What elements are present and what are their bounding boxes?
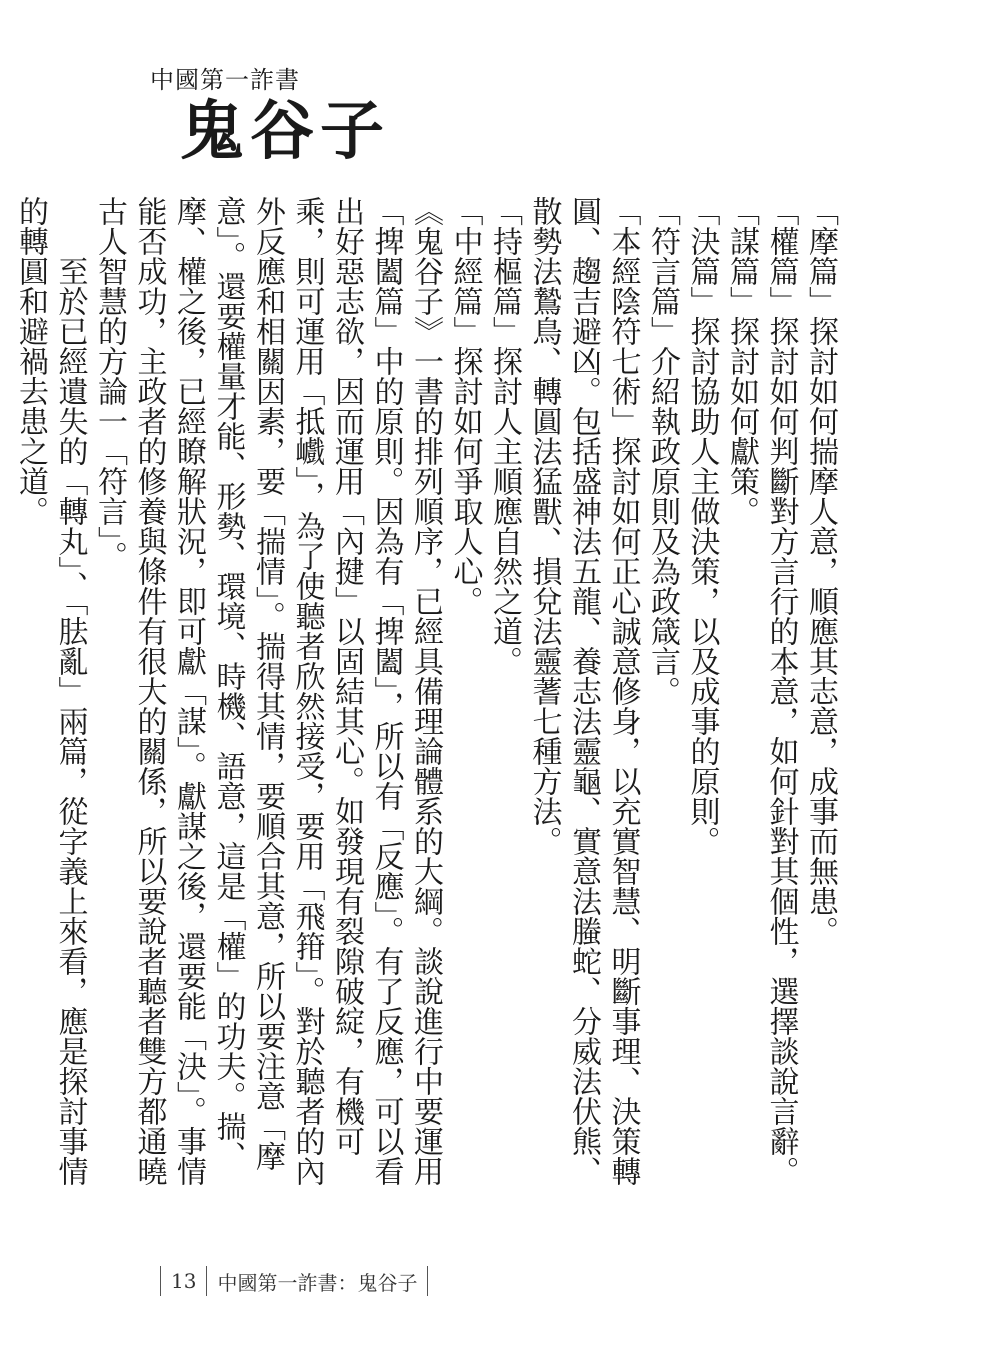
paragraph-quan: 「權篇」探討如何判斷對方言行的本意，如何針對其個性，選擇談說言辭。 (763, 196, 799, 1186)
body-text (11, 196, 841, 1196)
paragraph-mou: 「謀篇」探討如何獻策。 (724, 196, 759, 526)
paragraph-fuyan: 「符言篇」介紹執政原則及為政箴言。 (645, 196, 680, 706)
page-footer (150, 1264, 438, 1298)
book-subtitle: 中國第一詐書 (150, 66, 300, 94)
page-number: 13 (171, 1269, 197, 1293)
paragraph-jue: 「決篇」探討協助人主做決策，以及成事的原則。 (684, 196, 720, 856)
paragraph-outline: 《鬼谷子》一書的排列順序，已經具備理論體系的大綱。談說進行中要運用「捭闔篇」中的原則。因為有「捭闔」，所以有「反應」。有了反應，可以看出好惡志欲，因而運用「內揵」以固結其心。如發現有裂隙破綻，有機可乘，則可運用「抵巇」，為了使聽者欣然接受，要用「飛箝」。對於聽者的內外反應和相關因素，要「揣情」。揣得其情，要順合其意，所以要注意「摩意」。還要權量才能、形勢、環境、時機、語意，這是「權」的功夫。揣、摩、權之後，已經瞭解狀況，即可獻「謀」。獻謀之後，還要能「決」。事情能否成功，主政者的修養與條件有很大的關係，所以要說者聽者雙方都通曉古人智慧的方論一「符言」。 (92, 196, 443, 1186)
footer-divider (206, 1266, 207, 1296)
paragraph-mo: 「摩篇」探討如何揣摩人意，順應其志意，成事而無患。 (803, 196, 838, 946)
paragraph-chishu: 「持樞篇」探討人主順應自然之道。 (487, 196, 522, 676)
paragraph-lost-chapters: 至於已經遺失的「轉丸」、「胠亂」兩篇，從字義上來看，應是探討事情的轉圓和避禍去患之道。 (13, 196, 88, 1186)
paragraph-zhongjing: 「中經篇」探討如何爭取人心。 (447, 196, 483, 616)
footer-divider (427, 1266, 428, 1296)
book-title: 鬼谷子 (180, 94, 390, 169)
footer-divider (160, 1266, 161, 1296)
running-title: 中國第一詐書：鬼谷子 (217, 1270, 418, 1295)
paragraph-benjing: 「本經陰符七術」探討如何正心誠意修身，以充實智慧、明斷事理、決策轉圓、趨吉避凶。包括盛神法五龍、養志法靈龜、實意法螣蛇、分威法伏熊、散勢法鷙鳥、轉圓法猛獸、損兌法靈蓍七種方法。 (526, 196, 641, 1186)
